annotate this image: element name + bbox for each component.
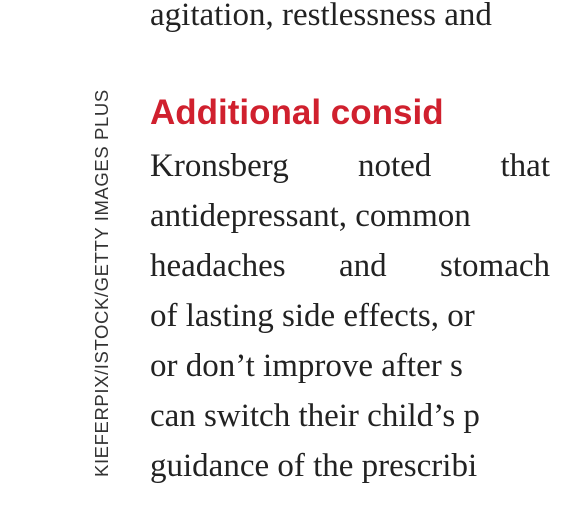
word: and: [338, 248, 387, 284]
paragraph-line-7: guidance of the prescribi: [150, 448, 478, 484]
paragraph-line-2: antidepressant, common: [150, 198, 471, 234]
previous-paragraph-line: agitation, restlessness and: [150, 0, 492, 33]
word: Kronsberg: [150, 148, 289, 184]
paragraph-line-5: or don’t improve after s: [150, 348, 463, 384]
paragraph-line-3: [150, 246, 550, 286]
word: that: [500, 148, 550, 184]
word: stomach: [440, 248, 550, 284]
word: noted: [357, 148, 432, 184]
paragraph-line-6: can switch their child’s p: [150, 398, 480, 434]
word: headaches: [150, 248, 286, 284]
paragraph-line-4: of lasting side effects, or: [150, 298, 475, 334]
paragraph-line-1: [150, 146, 550, 186]
section-heading: Additional consid: [150, 93, 444, 132]
photo-credit: KIEFERPIX/ISTOCK/GETTY IMAGES PLUS: [91, 89, 112, 477]
